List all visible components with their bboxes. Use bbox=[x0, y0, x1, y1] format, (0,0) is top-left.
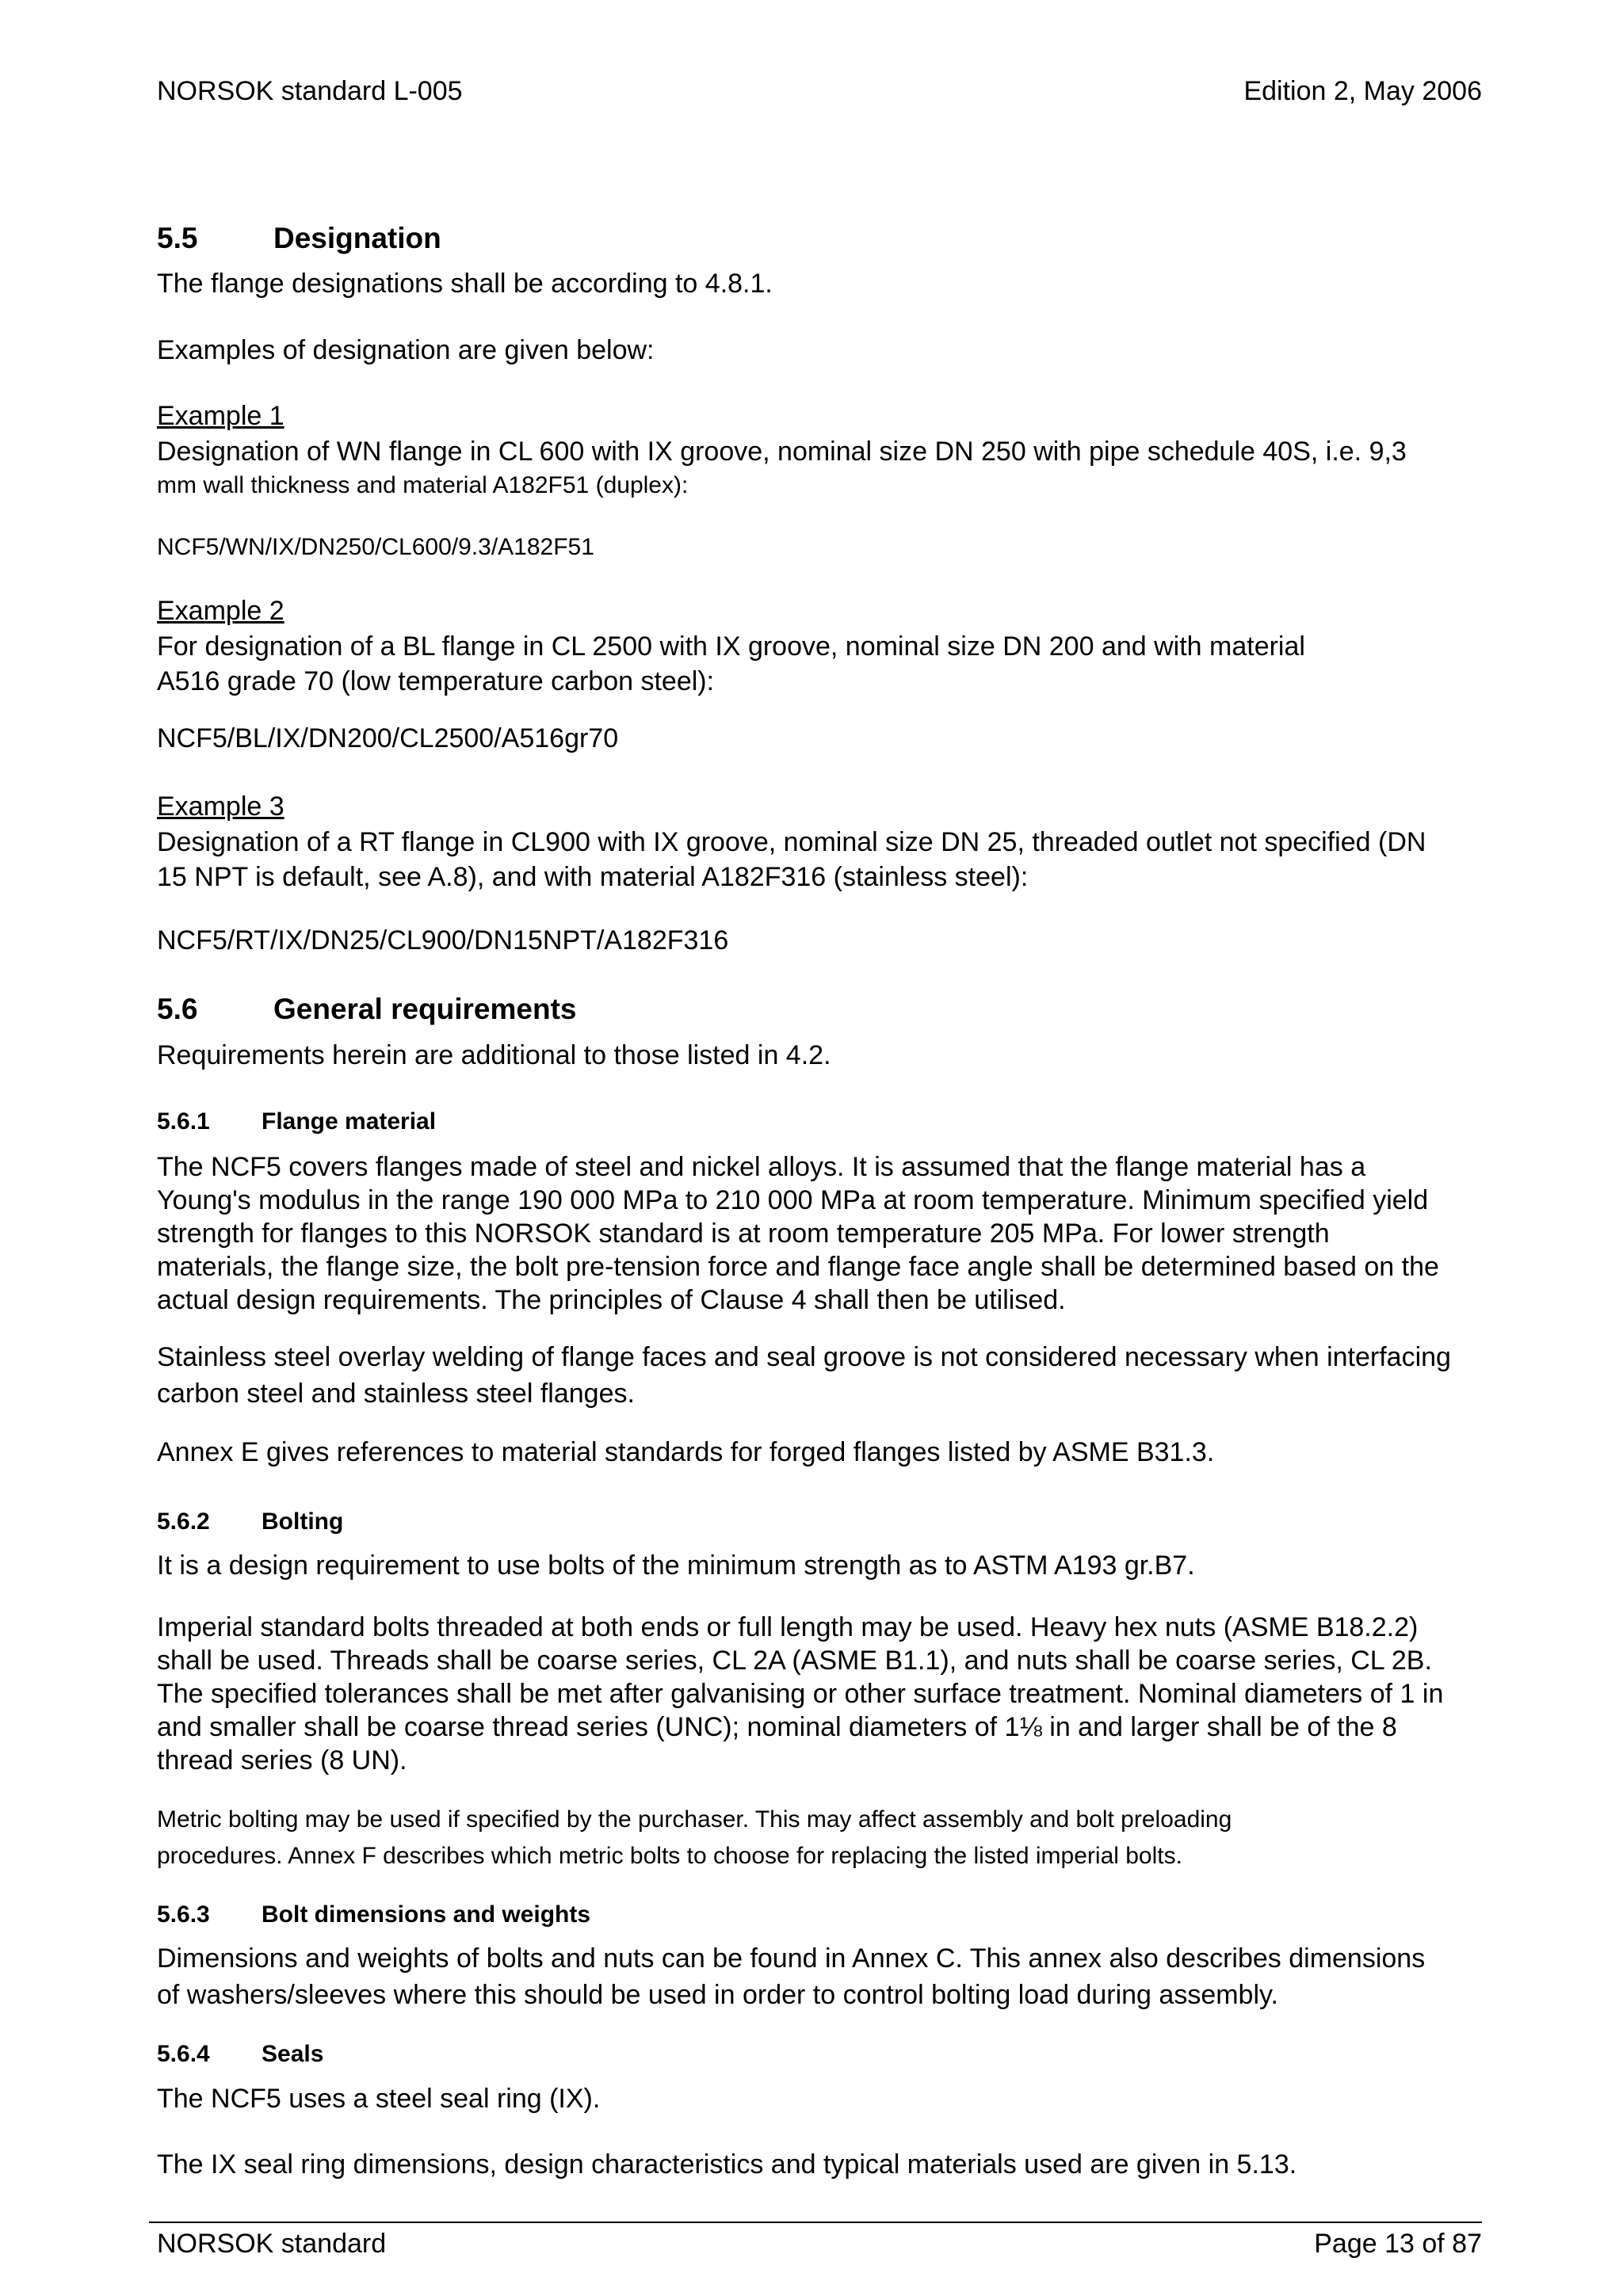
paragraph-line: shall be used. Threads shall be coarse series, CL 2A (ASME B1.1), and nuts shall be coarse series, CL 2B. bbox=[157, 1646, 1432, 1676]
example-text: 15 NPT is default, see A.8), and with material A182F316 (stainless steel): bbox=[157, 862, 1029, 892]
footer-rule bbox=[149, 2222, 1482, 2223]
subsection-number-5-6-2: 5.6.2 bbox=[157, 1508, 210, 1535]
paragraph: The NCF5 uses a steel seal ring (IX). bbox=[157, 2084, 601, 2114]
paragraph-line: of washers/sleeves where this should be used in order to control bolting load during assembly. bbox=[157, 1980, 1278, 2010]
paragraph-line: thread series (8 UN). bbox=[157, 1745, 407, 1775]
example-text: A516 grade 70 (low temperature carbon steel): bbox=[157, 666, 715, 696]
designation-code: NCF5/BL/IX/DN200/CL2500/A516gr70 bbox=[157, 723, 619, 753]
paragraph-line: actual design requirements. The principles of Clause 4 shall then be utilised. bbox=[157, 1285, 1066, 1315]
paragraph-line: and smaller shall be coarse thread series (UNC); nominal diameters of 1⅛ in and larger shall be of the 8 bbox=[157, 1712, 1397, 1742]
paragraph-line: Young's modulus in the range 190 000 MPa to 210 000 MPa at room temperature. Minimum specified yield bbox=[157, 1185, 1429, 1215]
example-text: Designation of WN flange in CL 600 with IX groove, nominal size DN 250 with pipe schedule 40S, i.e. 9,3 bbox=[157, 437, 1407, 467]
example-text: For designation of a BL flange in CL 2500 with IX groove, nominal size DN 200 and with material bbox=[157, 631, 1305, 662]
subsection-title-bolting: Bolting bbox=[262, 1508, 344, 1535]
paragraph-line: strength for flanges to this NORSOK standard is at room temperature 205 MPa. For lower strength bbox=[157, 1219, 1330, 1249]
section-title-general-requirements: General requirements bbox=[273, 993, 577, 1025]
subsection-number-5-6-1: 5.6.1 bbox=[157, 1108, 210, 1135]
paragraph: Requirements herein are additional to those listed in 4.2. bbox=[157, 1040, 831, 1070]
paragraph-line: Metric bolting may be used if specified by the purchaser. This may affect assembly and bolt preloading bbox=[157, 1806, 1232, 1833]
example-label: Example 2 bbox=[157, 596, 285, 626]
designation-code: NCF5/RT/IX/DN25/CL900/DN15NPT/A182F316 bbox=[157, 925, 729, 955]
paragraph: The IX seal ring dimensions, design characteristics and typical materials used are given in 5.13. bbox=[157, 2149, 1297, 2180]
paragraph-line: The specified tolerances shall be met after galvanising or other surface treatment. Nominal diameters of 1 in bbox=[157, 1679, 1444, 1709]
designation-code: NCF5/WN/IX/DN250/CL600/9.3/A182F51 bbox=[157, 534, 594, 560]
paragraph-line: Stainless steel overlay welding of flange faces and seal groove is not considered necessary when interfacing bbox=[157, 1342, 1451, 1372]
footer-standard-name: NORSOK standard bbox=[157, 2229, 387, 2259]
header-edition: Edition 2, May 2006 bbox=[1243, 76, 1482, 106]
example-text: mm wall thickness and material A182F51 (duplex): bbox=[157, 472, 689, 498]
example-label: Example 3 bbox=[157, 791, 285, 822]
section-number-5-5: 5.5 bbox=[157, 222, 198, 254]
section-number-5-6: 5.6 bbox=[157, 993, 198, 1025]
example-text: Designation of a RT flange in CL900 with IX groove, nominal size DN 25, threaded outlet not specified (DN bbox=[157, 827, 1426, 857]
paragraph-line: Imperial standard bolts threaded at both ends or full length may be used. Heavy hex nuts (ASME B18.2.2) bbox=[157, 1612, 1419, 1642]
paragraph: The flange designations shall be according to 4.8.1. bbox=[157, 269, 773, 299]
example-label: Example 1 bbox=[157, 401, 285, 431]
paragraph-line: carbon steel and stainless steel flanges. bbox=[157, 1379, 635, 1409]
section-title-designation: Designation bbox=[273, 222, 441, 254]
paragraph-line: The NCF5 covers flanges made of steel and nickel alloys. It is assumed that the flange material has a bbox=[157, 1152, 1366, 1182]
footer-page-number: Page 13 of 87 bbox=[1314, 2229, 1482, 2259]
paragraph: Annex E gives references to material standards for forged flanges listed by ASME B31.3. bbox=[157, 1437, 1215, 1467]
subsection-number-5-6-4: 5.6.4 bbox=[157, 2041, 210, 2067]
header-standard-name: NORSOK standard L-005 bbox=[157, 76, 463, 106]
subsection-title-seals: Seals bbox=[262, 2041, 324, 2067]
subsection-title-flange-material: Flange material bbox=[262, 1108, 437, 1135]
subsection-number-5-6-3: 5.6.3 bbox=[157, 1901, 210, 1928]
paragraph-line: Dimensions and weights of bolts and nuts can be found in Annex C. This annex also describes dimensions bbox=[157, 1943, 1426, 1974]
paragraph-line: procedures. Annex F describes which metric bolts to choose for replacing the listed imperial bolts. bbox=[157, 1843, 1182, 1869]
paragraph-line: materials, the flange size, the bolt pre-tension force and flange face angle shall be determined based on the bbox=[157, 1252, 1439, 1282]
paragraph: It is a design requirement to use bolts of the minimum strength as to ASTM A193 gr.B7. bbox=[157, 1550, 1195, 1581]
paragraph: Examples of designation are given below: bbox=[157, 335, 655, 365]
subsection-title-bolt-dimensions: Bolt dimensions and weights bbox=[262, 1901, 591, 1928]
